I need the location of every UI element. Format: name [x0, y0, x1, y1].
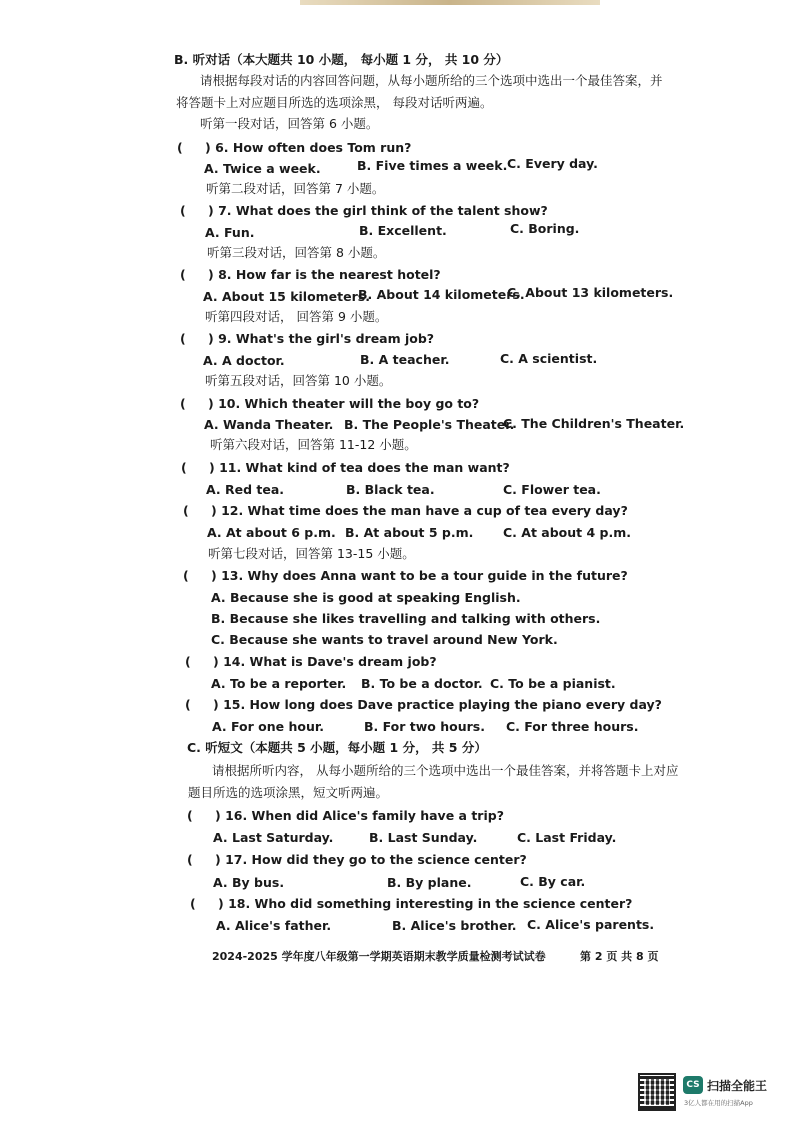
q8-option-a: A. About 15 kilometers. — [203, 289, 370, 304]
q12-option-c: C. At about 4 p.m. — [503, 525, 631, 540]
section-c-instruction-line1: 请根据所听内容， 从每小题所给的三个选项中选出一个最佳答案，并将答题卡上对应 — [212, 763, 679, 778]
q15-option-b: B. For two hours. — [364, 719, 485, 734]
question-14 — [185, 654, 437, 670]
question-stem: ) 12. What time does the man have a cup of tea every day? — [211, 503, 628, 518]
question-16 — [187, 808, 504, 824]
question-13 — [183, 568, 628, 584]
q15-option-c: C. For three hours. — [506, 719, 639, 734]
question-stem: ) 15. How long does Dave practice playing the piano every day? — [213, 697, 662, 712]
q10-option-c: C. The Children's Theater. — [503, 416, 685, 431]
scanner-app-name: 扫描全能王 — [707, 1079, 768, 1093]
q7-option-a: A. Fun. — [205, 225, 255, 240]
q18-option-b: B. Alice's brother. — [392, 918, 517, 933]
answer-bracket: ( — [183, 503, 189, 518]
q13-option-b: B. Because she likes travelling and talking with others. — [211, 611, 601, 626]
question-8 — [180, 267, 441, 283]
q14-option-c: C. To be a pianist. — [490, 676, 616, 691]
question-17 — [187, 852, 527, 868]
q8-option-c: C. About 13 kilometers. — [507, 285, 674, 300]
dialogue-1-label: 听第一段对话，回答第 6 小题。 — [200, 116, 379, 131]
q11-option-b: B. Black tea. — [346, 482, 435, 497]
question-stem: ) 16. When did Alice's family have a trip? — [215, 808, 504, 823]
scanner-tagline: 3亿人都在用的扫描App — [684, 1099, 753, 1107]
q17-option-c: C. By car. — [520, 874, 586, 889]
question-stem: ) 11. What kind of tea does the man want? — [209, 460, 510, 475]
question-stem: ) 9. What's the girl's dream job? — [208, 331, 435, 346]
q17-option-b: B. By plane. — [387, 875, 472, 890]
answer-bracket: ( — [183, 568, 189, 583]
q6-option-c: C. Every day. — [507, 156, 598, 171]
q8-option-b: B. About 14 kilometers. — [358, 287, 525, 302]
question-18 — [190, 896, 632, 912]
section-b-instruction-line1: 请根据每段对话的内容回答问题，从每小题所给的三个选项中选出一个最佳答案，并 — [200, 73, 663, 88]
q14-option-a: A. To be a reporter. — [211, 676, 347, 691]
q16-option-b: B. Last Sunday. — [369, 830, 478, 845]
dialogue-3-label: 听第三段对话，回答第 8 小题。 — [207, 245, 386, 260]
q16-option-a: A. Last Saturday. — [213, 830, 334, 845]
q18-option-c: C. Alice's parents. — [527, 917, 655, 932]
question-stem: ) 17. How did they go to the science center? — [215, 852, 527, 867]
q11-option-a: A. Red tea. — [206, 482, 285, 497]
q18-option-a: A. Alice's father. — [216, 918, 332, 933]
answer-bracket: ( — [180, 331, 186, 346]
question-12 — [183, 503, 628, 519]
answer-bracket: ( — [185, 654, 191, 669]
question-9 — [180, 331, 434, 347]
q9-option-c: C. A scientist. — [500, 351, 598, 366]
q14-option-b: B. To be a doctor. — [361, 676, 483, 691]
dialogue-7-label: 听第七段对话，回答第 13-15 小题。 — [208, 546, 415, 561]
q7-option-c: C. Boring. — [510, 221, 580, 236]
q11-option-c: C. Flower tea. — [503, 482, 601, 497]
answer-bracket: ( — [180, 203, 186, 218]
answer-bracket: ( — [180, 267, 186, 282]
q17-option-a: A. By bus. — [213, 875, 285, 890]
q9-option-a: A. A doctor. — [203, 353, 285, 368]
q12-option-b: B. At about 5 p.m. — [345, 525, 474, 540]
q12-option-a: A. At about 6 p.m. — [207, 525, 336, 540]
answer-bracket: ( — [187, 808, 193, 823]
page-number: 第 2 页 共 8 页 — [580, 950, 659, 963]
question-7 — [180, 203, 548, 219]
section-b-instruction-line2: 将答题卡上对应题目所选的选项涂黑， 每段对话听两遍。 — [176, 95, 493, 110]
dialogue-5-label: 听第五段对话，回答第 10 小题。 — [205, 373, 392, 388]
question-stem: ) 18. Who did something interesting in the science center? — [218, 896, 633, 911]
qr-code-icon — [638, 1073, 676, 1111]
dialogue-4-label: 听第四段对话， 回答第 9 小题。 — [205, 309, 388, 324]
q15-option-a: A. For one hour. — [212, 719, 324, 734]
camscanner-logo-icon: CS — [683, 1076, 703, 1094]
question-6 — [177, 140, 411, 156]
answer-bracket: ( — [181, 460, 187, 475]
q13-option-c: C. Because she wants to travel around New York. — [211, 632, 558, 647]
section-c-instruction-line2: 题目所选的选项涂黑，短文听两遍。 — [188, 785, 389, 800]
q10-option-b: B. The People's Theater. — [344, 417, 515, 432]
question-stem: ) 6. How often does Tom run? — [205, 140, 412, 155]
section-c-title: C. 听短文（本题共 5 小题，每小题 1 分， 共 5 分） — [187, 740, 487, 755]
question-stem: ) 14. What is Dave's dream job? — [213, 654, 437, 669]
section-b-title: B. 听对话（本大题共 10 小题， 每小题 1 分， 共 10 分） — [174, 52, 509, 67]
q7-option-b: B. Excellent. — [359, 223, 447, 238]
question-15 — [185, 697, 662, 713]
q6-option-a: A. Twice a week. — [204, 161, 321, 176]
answer-bracket: ( — [177, 140, 183, 155]
question-10 — [180, 396, 479, 412]
question-stem: ) 7. What does the girl think of the talent show? — [208, 203, 548, 218]
q10-option-a: A. Wanda Theater. — [204, 417, 334, 432]
question-stem: ) 10. Which theater will the boy go to? — [208, 396, 480, 411]
dialogue-6-label: 听第六段对话，回答第 11-12 小题。 — [210, 437, 417, 452]
exam-footer-title: 2024-2025 学年度八年级第一学期英语期末教学质量检测考试试卷 — [212, 950, 546, 963]
answer-bracket: ( — [180, 396, 186, 411]
answer-bracket: ( — [187, 852, 193, 867]
dialogue-2-label: 听第二段对话，回答第 7 小题。 — [206, 181, 385, 196]
q13-option-a: A. Because she is good at speaking English. — [211, 590, 521, 605]
q9-option-b: B. A teacher. — [360, 352, 450, 367]
question-stem: ) 13. Why does Anna want to be a tour guide in the future? — [211, 568, 628, 583]
question-stem: ) 8. How far is the nearest hotel? — [208, 267, 441, 282]
question-11 — [181, 460, 510, 476]
answer-bracket: ( — [190, 896, 196, 911]
answer-bracket: ( — [185, 697, 191, 712]
q16-option-c: C. Last Friday. — [517, 830, 617, 845]
q6-option-b: B. Five times a week. — [357, 158, 508, 173]
